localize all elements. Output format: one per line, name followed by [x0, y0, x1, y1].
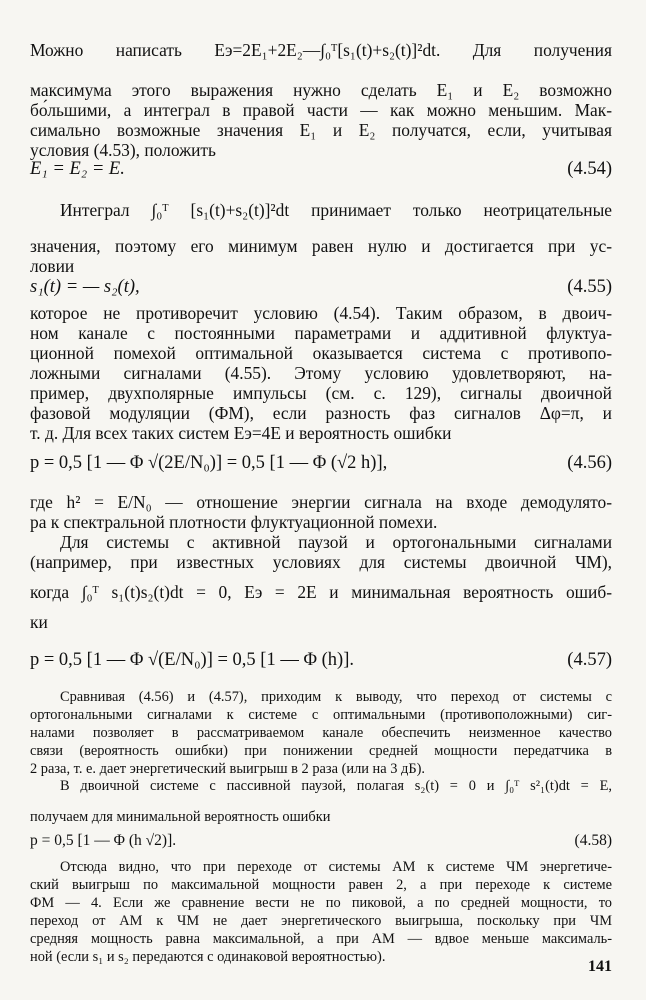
paragraph5-line-2: (например, при известных условиях для системы двоичной ЧМ), [30, 552, 612, 572]
paragraph8-line-2: ский выигрыш по максимальной мощности равен 2, а при переходе к системе [30, 877, 612, 893]
paragraph8-line-6: ной (если s₁ и s₂ передаются с одинаковой вероятностью). [30, 949, 386, 965]
paragraph8-line-1: Отсюда видно, что при переходе от системы АМ к системе ЧМ энергетиче- [60, 859, 612, 875]
equation-number: (4.54) [567, 159, 612, 179]
paragraph5-line-3: когда ∫₀ᵀ s₁(t)s₂(t)dt = 0, Eэ = 2E и минимальная вероятность ошиб- [30, 582, 612, 602]
paragraph3-line-2: ном канале с постоянными параметрами и аддитивной флуктуа- [30, 323, 612, 343]
equation-number: (4.57) [567, 650, 612, 670]
paragraph7-line-2: получаем для минимальной вероятность ошибки [30, 809, 331, 825]
paragraph8-line-5: средняя мощность равна максимальной, а при АМ — вдвое меньше максималь- [30, 931, 612, 947]
paragraph1-line-5: условия (4.53), положить [30, 140, 216, 160]
paragraph6-line-5: 2 раза, т. е. дает энергетический выигрыш в 2 раза (или на 3 дБ). [30, 761, 425, 777]
paragraph7-line-1: В двоичной системе с пассивной паузой, полагая s₂(t) = 0 и ∫₀ᵀ s²₁(t)dt = E, [60, 778, 612, 794]
paragraph6-line-4: связи (вероятность ошибки) при понижении средней мощности передатчика в [30, 743, 612, 759]
paragraph5-line-4: ки [30, 612, 48, 632]
paragraph6-line-1: Сравнивая (4.56) и (4.57), приходим к выводу, что переход от системы с [60, 689, 612, 705]
paragraph3-line-7: т. д. Для всех таких систем Eэ=4E и вероятность ошибки [30, 423, 452, 443]
paragraph6-line-2: ортогональными сигналами к системе с оптимальными (противоположными) сиг- [30, 707, 612, 723]
paragraph1-line-1: Можно написать Eэ=2E₁+2E₂—∫₀ᵀ[s₁(t)+s₂(t)]²dt. Для получения [30, 40, 612, 60]
equation-4-54 [30, 156, 612, 182]
page-number: 141 [588, 958, 612, 975]
equation-4-55 [30, 274, 612, 300]
paragraph4-line-1: где h² = E/N₀ — отношение энергии сигнала на входе демодулято- [30, 492, 612, 512]
equation-4-56 [30, 450, 612, 476]
equation-formula: p = 0,5 [1 — Φ √(2E/N₀)] = 0,5 [1 — Φ (√2 h)], [30, 453, 388, 473]
paragraph5-line-1: Для системы с активной паузой и ортогональными сигналами [60, 532, 612, 552]
equation-formula: E₁ = E₂ = E. [30, 159, 125, 179]
paragraph2-line-3: ловии [30, 256, 75, 276]
equation-formula: p = 0,5 [1 — Φ (h √2)]. [30, 832, 177, 849]
paragraph2-line-2: значения, поэтому его минимум равен нулю и достигается при ус- [30, 236, 612, 256]
equation-formula: s₁(t) = — s₂(t), [30, 277, 140, 297]
paragraph3-line-1: которое не противоречит условию (4.54). Таким образом, в двоич- [30, 303, 612, 323]
paragraph2-line-1: Интеграл ∫₀ᵀ [s₁(t)+s₂(t)]²dt принимает только неотрицательные [60, 200, 612, 220]
equation-number: (4.56) [567, 453, 612, 473]
paragraph3-line-6: фазовой модуляции (ФМ), если разность фаз сигналов Δφ=π, и [30, 403, 612, 423]
paragraph4-line-2: ра к спектральной плотности флуктуационной помехи. [30, 512, 438, 532]
equation-number: (4.55) [567, 277, 612, 297]
paragraph6-line-3: налами позволяет в рассматриваемом канале обеспечить неизменное качество [30, 725, 612, 741]
equation-4-58 [30, 828, 612, 854]
paragraph8-line-4: переход от АМ к ЧМ не дает энергетического выигрыша, поскольку при ЧМ [30, 913, 612, 929]
paragraph3-line-4: ложными сигналами (4.55). Этому условию удовлетворяют, на- [30, 363, 612, 383]
paragraph1-line-3: бо́льшими, а интеграл в правой части — как можно меньшим. Мак- [30, 100, 612, 120]
paragraph1-line-2: максимума этого выражения нужно сделать E₁ и E₂ возможно [30, 80, 612, 100]
paragraph3-line-5: пример, двухполярные импульсы (см. с. 129), сигналы двоичной [30, 383, 612, 403]
equation-number: (4.58) [574, 832, 612, 849]
equation-formula: p = 0,5 [1 — Φ √(E/N₀)] = 0,5 [1 — Φ (h)]. [30, 650, 354, 670]
paragraph3-line-3: ционной помехой оптимальной оказывается система с противопо- [30, 343, 612, 363]
paragraph8-line-3: ФМ — 4. Если же сравнение вести не по пиковой, а по средней мощности, то [30, 895, 612, 911]
equation-4-57 [30, 647, 612, 673]
paragraph1-line-4: симально возможные значения E₁ и E₂ получатся, если, учитывая [30, 120, 612, 140]
